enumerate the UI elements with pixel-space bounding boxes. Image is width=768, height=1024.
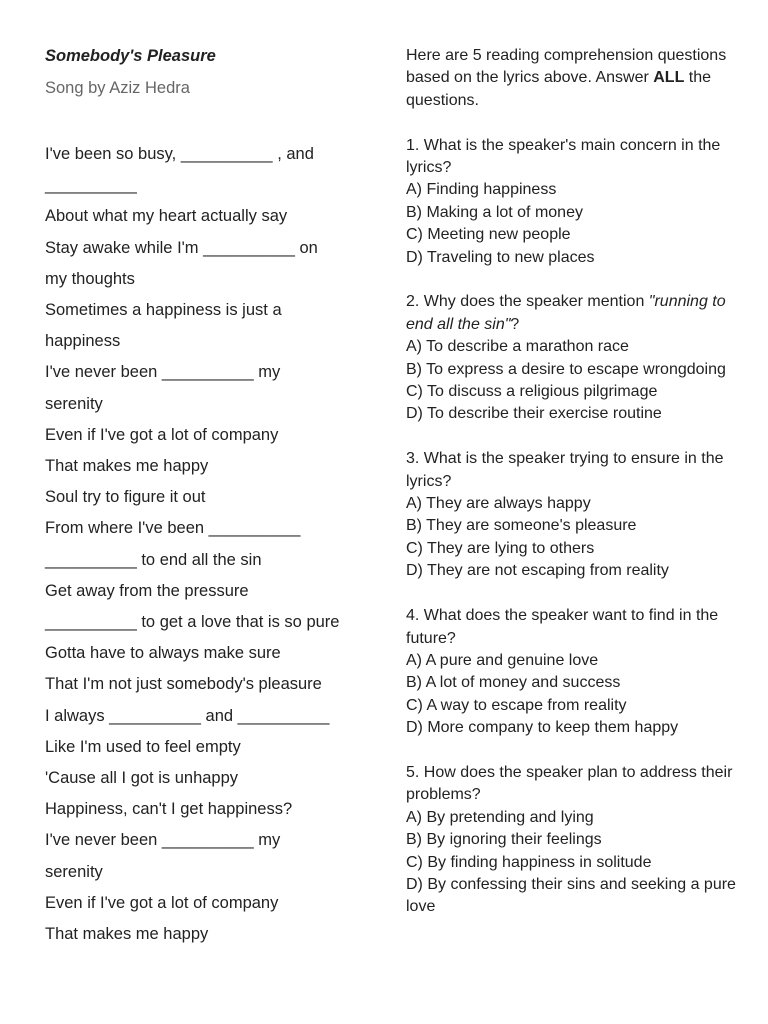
instructions (406, 45, 736, 112)
lyric-line: Soul try to figure it out (45, 488, 206, 507)
answer-option: B) They are someone's pleasure (406, 517, 637, 535)
lyric-line: Stay awake while I'm __________ on (45, 238, 318, 257)
lyric-line: happiness (45, 332, 121, 351)
lyric-line: __________ to end all the sin (45, 550, 262, 569)
answer-option: C) Meeting new people (406, 226, 571, 244)
answer-option: D) By confessing their sins and seeking a pure love (406, 875, 736, 916)
answer-option: C) To discuss a religious pilgrimage (406, 383, 658, 401)
lyric-line: Sometimes a happiness is just a (45, 301, 282, 320)
answer-option: B) Making a lot of money (406, 203, 583, 221)
lyric-line: Even if I've got a lot of company (45, 425, 279, 444)
question-5 (406, 762, 736, 919)
lyric-line: I always __________ and __________ (45, 706, 330, 725)
lyric-line: Like I'm used to feel empty (45, 737, 241, 756)
question-text (406, 291, 736, 336)
question-quote: "running to end all the sin" (406, 293, 726, 333)
answer-option: B) By ignoring their feelings (406, 831, 602, 849)
lyric-line: 'Cause all I got is unhappy (45, 769, 239, 788)
answer-option: A) By pretending and lying (406, 808, 594, 826)
question-2 (406, 291, 736, 425)
lyric-line: About what my heart actually say (45, 207, 288, 226)
lyric-line: From where I've been __________ (45, 519, 301, 538)
lyric-line: serenity (45, 862, 103, 881)
question-text: 1. What is the speaker's main concern in the lyrics? (406, 136, 721, 177)
lyric-line: I've been so busy, __________ , and (45, 145, 314, 163)
question-4 (406, 605, 736, 739)
answer-option: D) They are not escaping from reality (406, 562, 669, 580)
instructions-emphasis: ALL (653, 69, 685, 87)
lyric-line: __________ to get a love that is so pure (45, 613, 340, 632)
instructions-text: Here are 5 reading comprehension questions based on the lyrics above. Answer (406, 47, 727, 87)
song-title: Somebody's Pleasure (45, 47, 216, 65)
lyric-line: Gotta have to always make sure (45, 644, 281, 663)
question-text-end: ? (510, 315, 520, 333)
answer-option: C) They are lying to others (406, 539, 595, 557)
lyrics-column (45, 44, 375, 950)
answer-option: C) A way to escape from reality (406, 696, 627, 714)
question-text: 5. How does the speaker plan to address their problems? (406, 763, 733, 804)
answer-option: A) To describe a marathon race (406, 338, 629, 356)
answer-option: D) To describe their exercise routine (406, 405, 662, 423)
lyric-line: Happiness, can't I get happiness? (45, 800, 293, 819)
lyric-line: serenity (45, 394, 103, 413)
lyric-line: That makes me happy (45, 925, 209, 944)
instructions-text-end: the questions. (406, 69, 712, 109)
lyric-line: That makes me happy (45, 457, 209, 476)
answer-option: D) Traveling to new places (406, 248, 595, 266)
question-text: 3. What is the speaker trying to ensure in the lyrics? (406, 450, 724, 490)
lyric-line: I've never been __________ my (45, 831, 281, 850)
question-text: 4. What does the speaker want to find in the future? (406, 607, 719, 647)
lyric-line: Get away from the pressure (45, 581, 249, 600)
song-artist: Song by Aziz Hedra (45, 79, 190, 97)
answer-option: B) To express a desire to escape wrongdoing (406, 360, 726, 378)
lyric-line: Even if I've got a lot of company (45, 893, 279, 912)
questions-column (406, 45, 736, 919)
lyrics-list (45, 139, 375, 950)
answer-option: A) A pure and genuine love (406, 651, 599, 669)
lyric-line: I've never been __________ my (45, 363, 281, 382)
answer-option: A) Finding happiness (406, 181, 557, 199)
question-1 (406, 135, 736, 269)
answer-option: A) They are always happy (406, 495, 591, 513)
question-3 (406, 448, 736, 582)
lyric-line: my thoughts (45, 269, 135, 288)
question-text-start: 2. Why does the speaker mention (406, 293, 649, 311)
answer-option: D) More company to keep them happy (406, 719, 679, 737)
lyric-line: __________ (45, 176, 137, 195)
lyric-line: That I'm not just somebody's pleasure (45, 675, 322, 694)
answer-option: B) A lot of money and success (406, 674, 621, 692)
answer-option: C) By finding happiness in solitude (406, 853, 652, 871)
